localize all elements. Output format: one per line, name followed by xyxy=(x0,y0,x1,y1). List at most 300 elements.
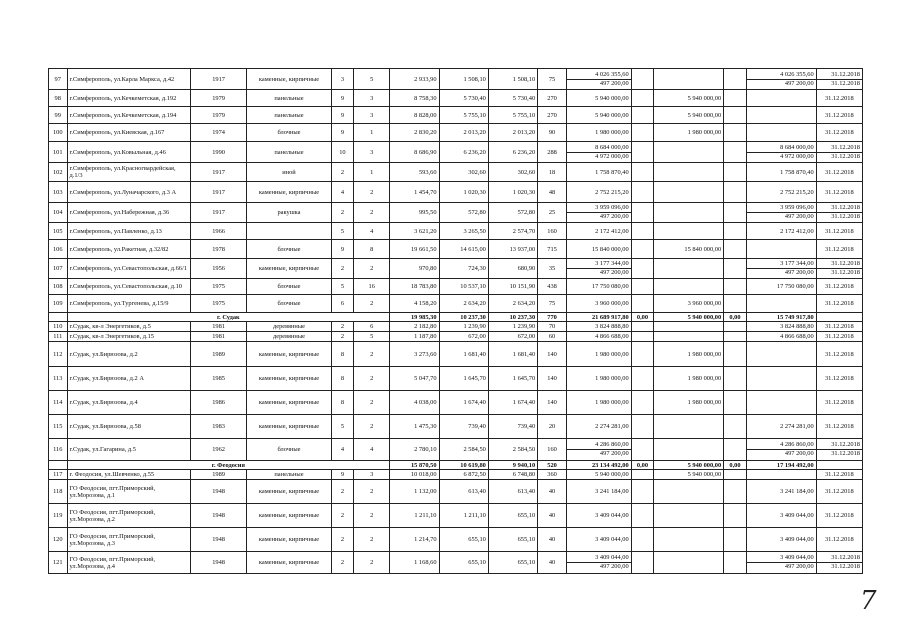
fund-cell: 5 940 000,00 xyxy=(654,313,724,322)
area-living-cell: 724,30 xyxy=(439,259,488,279)
entrances-cell: 2 xyxy=(354,367,390,391)
area-living-cell: 1 020,30 xyxy=(439,182,488,203)
deadline-cell xyxy=(816,552,862,574)
wall-material-cell: деревянные xyxy=(247,322,331,332)
fund-cell xyxy=(724,259,747,279)
deadline-cell: 31.12.2018 xyxy=(816,367,862,391)
fund-cell xyxy=(654,439,724,461)
fund-cell xyxy=(631,203,654,223)
cost-total-cell: 1 980 000,00 xyxy=(566,367,631,391)
address-cell: г.Судак, ул.Бирюзова, д.2 А xyxy=(67,367,190,391)
cost-total-cell: 4 866 688,00 xyxy=(566,332,631,342)
wall-material-cell: каменные, кирпичные xyxy=(247,342,331,367)
area-living-cell: 1 645,70 xyxy=(439,367,488,391)
year-cell: 1948 xyxy=(190,528,247,552)
fund-cell xyxy=(724,552,747,574)
deadline-cell: 31.12.2018 xyxy=(816,470,862,480)
area-living-cell: 672,00 xyxy=(439,332,488,342)
fund-cell xyxy=(631,279,654,295)
year-cell: 1986 xyxy=(190,391,247,415)
area-total-cell: 1 211,10 xyxy=(390,504,439,528)
area-living-cell: 2 013,20 xyxy=(439,124,488,142)
fund-cell: 15 840 000,00 xyxy=(654,240,724,259)
year-cell: 1917 xyxy=(190,203,247,223)
owner-funds-cell: 17 194 492,00 xyxy=(746,461,816,470)
owner-funds-cell-line: 497 200,00 xyxy=(747,268,816,277)
wall-material-cell: каменные, кирпичные xyxy=(247,415,331,439)
area-living-cell: 1 211,10 xyxy=(439,504,488,528)
wall-material-cell: каменные, кирпичные xyxy=(247,504,331,528)
floors-cell: 2 xyxy=(331,259,354,279)
area-total-cell: 4 038,00 xyxy=(390,391,439,415)
floors-cell: 8 xyxy=(331,391,354,415)
fund-cell xyxy=(724,528,747,552)
fund-cell xyxy=(631,240,654,259)
cost-total-cell-line: 4 286 860,00 xyxy=(595,441,629,448)
area-residential-cell: 9 940,10 xyxy=(488,461,537,470)
deadline-cell-line: 31.12.2018 xyxy=(817,268,862,277)
residents-cell: 75 xyxy=(538,69,567,90)
residents-cell: 40 xyxy=(538,480,567,504)
area-residential-cell: 680,90 xyxy=(488,259,537,279)
deadline-cell-line: 31.12.2018 xyxy=(831,143,860,151)
wall-material-cell: ракушка xyxy=(247,203,331,223)
table-row xyxy=(49,342,863,367)
area-residential-cell: 1 681,40 xyxy=(488,342,537,367)
wall-material-cell: панельные xyxy=(247,90,331,107)
area-total-cell: 1 454,70 xyxy=(390,182,439,203)
year-cell: 1975 xyxy=(190,295,247,313)
floors-cell: 2 xyxy=(331,480,354,504)
area-living-cell: 655,10 xyxy=(439,528,488,552)
area-residential-cell: 1 508,10 xyxy=(488,69,537,90)
cost-total-cell: 17 750 080,00 xyxy=(566,279,631,295)
fund-cell xyxy=(631,415,654,439)
cost-total-cell xyxy=(566,259,631,279)
residents-cell: 270 xyxy=(538,90,567,107)
deadline-cell-line: 31.12.2018 xyxy=(831,204,860,211)
year-cell: 1981 xyxy=(190,322,247,332)
address-cell: г.Симферополь, ул.Кечкеметская, д.194 xyxy=(67,107,190,124)
cost-total-cell xyxy=(566,552,631,574)
area-total-cell: 1 214,70 xyxy=(390,528,439,552)
fund-cell xyxy=(724,332,747,342)
owner-funds-cell xyxy=(746,124,816,142)
address-cell: г.Симферополь, ул.Ракетная, д.32/82 xyxy=(67,240,190,259)
row-number-cell: 116 xyxy=(49,439,68,461)
fund-cell xyxy=(631,480,654,504)
entrances-cell: 3 xyxy=(354,90,390,107)
year-cell: 1979 xyxy=(190,107,247,124)
area-residential-cell: 2 013,20 xyxy=(488,124,537,142)
area-residential-cell: 1 674,40 xyxy=(488,391,537,415)
owner-funds-cell: 3 409 044,00 xyxy=(746,504,816,528)
cost-total-cell: 1 980 000,00 xyxy=(566,391,631,415)
owner-funds-cell xyxy=(746,342,816,367)
deadline-cell-line: 31.12.2018 xyxy=(817,562,862,571)
area-residential-cell: 2 584,50 xyxy=(488,439,537,461)
area-total-cell: 2 780,10 xyxy=(390,439,439,461)
entrances-cell: 2 xyxy=(354,528,390,552)
cost-total-cell: 5 940 000,00 xyxy=(566,470,631,480)
row-number-cell: 111 xyxy=(49,332,68,342)
cost-total-cell-line: 4 026 355,60 xyxy=(595,70,629,78)
owner-funds-cell-line: 4 026 355,60 xyxy=(780,70,814,78)
year-cell: 1974 xyxy=(190,124,247,142)
cost-total-cell: 3 960 000,00 xyxy=(566,295,631,313)
fund-cell xyxy=(631,504,654,528)
owner-funds-cell xyxy=(746,90,816,107)
area-total-cell: 3 621,20 xyxy=(390,223,439,240)
cost-total-cell-line: 8 684 000,00 xyxy=(595,143,629,151)
year-cell: 1981 xyxy=(190,332,247,342)
fund-cell xyxy=(631,142,654,163)
address-cell: г.Симферополь, ул.Севастопольская, д.66/1 xyxy=(67,259,190,279)
year-cell: 1990 xyxy=(190,142,247,163)
fund-cell xyxy=(654,552,724,574)
entrances-cell: 5 xyxy=(354,332,390,342)
cost-total-cell-line: 497 200,00 xyxy=(567,212,631,221)
deadline-cell: 31.12.2018 xyxy=(816,504,862,528)
area-total-cell: 1 132,00 xyxy=(390,480,439,504)
area-total-cell: 995,50 xyxy=(390,203,439,223)
residents-cell: 35 xyxy=(538,259,567,279)
wall-material-cell: блочные xyxy=(247,439,331,461)
floors-cell: 8 xyxy=(331,342,354,367)
floors-cell: 2 xyxy=(331,322,354,332)
area-living-cell: 5 730,40 xyxy=(439,90,488,107)
residents-cell: 18 xyxy=(538,163,567,182)
deadline-cell xyxy=(816,203,862,223)
deadline-cell: 31.12.2018 xyxy=(816,182,862,203)
area-residential-cell: 2 634,20 xyxy=(488,295,537,313)
area-residential-cell: 5 755,10 xyxy=(488,107,537,124)
area-residential-cell: 6 748,80 xyxy=(488,470,537,480)
entrances-cell: 2 xyxy=(354,342,390,367)
owner-funds-cell xyxy=(746,367,816,391)
subtotal-row xyxy=(49,313,863,322)
table-row xyxy=(49,332,863,342)
fund-cell xyxy=(654,415,724,439)
deadline-cell: 31.12.2018 xyxy=(816,480,862,504)
fund-cell xyxy=(724,124,747,142)
fund-cell xyxy=(724,240,747,259)
area-total-cell: 8 828,00 xyxy=(390,107,439,124)
address-cell: г.Симферополь, ул.Красногвардейская, д.1/3 xyxy=(67,163,190,182)
entrances-cell: 2 xyxy=(354,391,390,415)
address-cell: г.Судак, ул.Бирюзова, д.58 xyxy=(67,415,190,439)
area-total-cell: 19 985,30 xyxy=(390,313,439,322)
area-residential-cell: 655,10 xyxy=(488,552,537,574)
area-residential-cell: 613,40 xyxy=(488,480,537,504)
area-living-cell: 6 236,20 xyxy=(439,142,488,163)
fund-cell: 5 940 000,00 xyxy=(654,461,724,470)
row-number-cell: 110 xyxy=(49,322,68,332)
fund-cell xyxy=(724,163,747,182)
row-number-cell: 103 xyxy=(49,182,68,203)
entrances-cell: 1 xyxy=(354,124,390,142)
table-row xyxy=(49,415,863,439)
table-row xyxy=(49,90,863,107)
floors-cell: 4 xyxy=(331,439,354,461)
wall-material-cell: блочные xyxy=(247,295,331,313)
residents-cell: 60 xyxy=(538,332,567,342)
year-cell: 1962 xyxy=(190,439,247,461)
cost-total-cell: 5 940 000,00 xyxy=(566,90,631,107)
residents-cell: 140 xyxy=(538,342,567,367)
owner-funds-cell-line: 3 959 096,00 xyxy=(780,204,814,211)
entrances-cell: 4 xyxy=(354,223,390,240)
year-cell: 1948 xyxy=(190,480,247,504)
repair-program-table xyxy=(48,68,863,574)
row-number-cell: 102 xyxy=(49,163,68,182)
wall-material-cell: каменные, кирпичные xyxy=(247,391,331,415)
cost-total-cell: 2 752 215,20 xyxy=(566,182,631,203)
area-residential-cell: 10 151,90 xyxy=(488,279,537,295)
address-cell: г.Симферополь, ул.Тургенева, д.15/9 xyxy=(67,295,190,313)
entrances-cell: 4 xyxy=(354,439,390,461)
entrances-cell: 3 xyxy=(354,470,390,480)
fund-cell xyxy=(631,342,654,367)
entrances-cell: 8 xyxy=(354,240,390,259)
residents-cell: 40 xyxy=(538,552,567,574)
deadline-cell-line: 31.12.2018 xyxy=(831,554,860,561)
owner-funds-cell: 17 750 080,00 xyxy=(746,279,816,295)
entrances-cell: 2 xyxy=(354,415,390,439)
residents-cell: 20 xyxy=(538,415,567,439)
wall-material-cell: каменные, кирпичные xyxy=(247,528,331,552)
fund-cell xyxy=(631,528,654,552)
cost-total-cell-line: 3 409 044,00 xyxy=(595,554,629,561)
area-living-cell: 5 755,10 xyxy=(439,107,488,124)
address-cell: г.Симферополь, ул.Киевская, д.167 xyxy=(67,124,190,142)
area-total-cell: 1 475,30 xyxy=(390,415,439,439)
cost-total-cell xyxy=(566,203,631,223)
fund-cell xyxy=(724,322,747,332)
wall-material-cell: каменные, кирпичные xyxy=(247,182,331,203)
year-cell: 1985 xyxy=(190,367,247,391)
table-row xyxy=(49,439,863,461)
wall-material-cell: панельные xyxy=(247,107,331,124)
deadline-cell xyxy=(816,439,862,461)
row-number-cell: 98 xyxy=(49,90,68,107)
fund-cell xyxy=(631,90,654,107)
owner-funds-cell-line: 4 972 000,00 xyxy=(747,152,816,161)
owner-funds-cell xyxy=(746,142,816,163)
deadline-cell-line: 31.12.2018 xyxy=(817,449,862,458)
row-number-cell: 97 xyxy=(49,69,68,90)
fund-cell xyxy=(631,295,654,313)
table-row xyxy=(49,552,863,574)
row-number-cell: 99 xyxy=(49,107,68,124)
area-living-cell: 2 634,20 xyxy=(439,295,488,313)
cost-total-cell: 21 689 917,80 xyxy=(566,313,631,322)
address-cell: г.Судак, ул.Гагарина, д.5 xyxy=(67,439,190,461)
fund-cell xyxy=(654,322,724,332)
area-residential-cell: 13 937,00 xyxy=(488,240,537,259)
fund-cell xyxy=(631,107,654,124)
entrances-cell: 2 xyxy=(354,182,390,203)
area-residential-cell: 5 730,40 xyxy=(488,90,537,107)
area-living-cell: 739,40 xyxy=(439,415,488,439)
entrances-cell: 3 xyxy=(354,107,390,124)
owner-funds-cell xyxy=(746,203,816,223)
area-total-cell: 10 018,00 xyxy=(390,470,439,480)
area-total-cell: 593,60 xyxy=(390,163,439,182)
floors-cell: 2 xyxy=(331,203,354,223)
fund-cell xyxy=(631,367,654,391)
owner-funds-cell xyxy=(746,259,816,279)
floors-cell: 4 xyxy=(331,182,354,203)
cost-total-cell: 3 241 184,00 xyxy=(566,480,631,504)
area-living-cell: 14 615,00 xyxy=(439,240,488,259)
floors-cell: 2 xyxy=(331,504,354,528)
fund-cell xyxy=(724,142,747,163)
area-living-cell: 10 237,30 xyxy=(439,313,488,322)
area-living-cell: 10 619,80 xyxy=(439,461,488,470)
owner-funds-cell xyxy=(746,391,816,415)
area-total-cell: 8 686,90 xyxy=(390,142,439,163)
table-row xyxy=(49,240,863,259)
wall-material-cell: каменные, кирпичные xyxy=(247,69,331,90)
table-row xyxy=(49,182,863,203)
address-cell: г.Судак, кв-л Энергетиков, д.15 xyxy=(67,332,190,342)
entrances-cell: 2 xyxy=(354,504,390,528)
area-living-cell: 1 508,10 xyxy=(439,69,488,90)
table-row xyxy=(49,470,863,480)
address-cell: ГО Феодосия, пгт.Приморский, ул.Морозова, д.2 xyxy=(67,504,190,528)
deadline-cell xyxy=(816,259,862,279)
fund-cell xyxy=(654,259,724,279)
deadline-cell-line: 31.12.2018 xyxy=(831,441,860,448)
cost-total-cell: 23 134 492,00 xyxy=(566,461,631,470)
address-cell: ГО Феодосия, пгт.Приморский, ул.Морозова, д.1 xyxy=(67,480,190,504)
table-row xyxy=(49,223,863,240)
year-cell: 1948 xyxy=(190,504,247,528)
floors-cell: 9 xyxy=(331,124,354,142)
floors-cell: 3 xyxy=(331,69,354,90)
fund-cell xyxy=(724,182,747,203)
fund-cell xyxy=(654,279,724,295)
address-cell: г.Симферополь, ул.Луначарского, д.3 А xyxy=(67,182,190,203)
area-total-cell: 3 273,60 xyxy=(390,342,439,367)
table-row xyxy=(49,322,863,332)
area-living-cell: 6 872,50 xyxy=(439,470,488,480)
fund-cell xyxy=(724,391,747,415)
fund-cell: 5 940 000,00 xyxy=(654,107,724,124)
cost-total-cell: 1 758 870,40 xyxy=(566,163,631,182)
wall-material-cell: иной xyxy=(247,163,331,182)
owner-funds-cell-line: 4 286 860,00 xyxy=(780,441,814,448)
row-number-cell: 112 xyxy=(49,342,68,367)
area-total-cell: 2 182,80 xyxy=(390,322,439,332)
owner-funds-cell: 2 274 281,00 xyxy=(746,415,816,439)
table-row xyxy=(49,107,863,124)
cost-total-cell: 1 980 000,00 xyxy=(566,342,631,367)
area-residential-cell: 655,10 xyxy=(488,504,537,528)
row-number-cell: 107 xyxy=(49,259,68,279)
fund-cell xyxy=(724,439,747,461)
residents-cell: 715 xyxy=(538,240,567,259)
deadline-cell: 31.12.2018 xyxy=(816,391,862,415)
owner-funds-cell: 3 824 888,80 xyxy=(746,322,816,332)
wall-material-cell: панельные xyxy=(247,470,331,480)
year-cell: 1979 xyxy=(190,90,247,107)
fund-cell: 1 980 000,00 xyxy=(654,391,724,415)
residents-cell: 288 xyxy=(538,142,567,163)
address-cell: г.Судак, кв-л Энергетиков, д.5 xyxy=(67,322,190,332)
wall-material-cell: каменные, кирпичные xyxy=(247,367,331,391)
row-number-cell: 118 xyxy=(49,480,68,504)
cost-total-cell xyxy=(566,439,631,461)
fund-cell: 5 940 000,00 xyxy=(654,90,724,107)
deadline-cell: 31.12.2018 xyxy=(816,279,862,295)
owner-funds-cell-line: 497 200,00 xyxy=(747,212,816,221)
fund-cell xyxy=(724,480,747,504)
year-cell: 1948 xyxy=(190,552,247,574)
cost-total-cell-line: 497 200,00 xyxy=(567,79,631,88)
fund-cell xyxy=(631,552,654,574)
cost-total-cell: 2 274 281,00 xyxy=(566,415,631,439)
area-residential-cell: 655,10 xyxy=(488,528,537,552)
fund-cell xyxy=(724,203,747,223)
deadline-cell: 31.12.2018 xyxy=(816,124,862,142)
floors-cell: 10 xyxy=(331,142,354,163)
floors-cell: 9 xyxy=(331,240,354,259)
deadline-cell: 31.12.2018 xyxy=(816,322,862,332)
area-total-cell: 1 187,80 xyxy=(390,332,439,342)
table-row xyxy=(49,295,863,313)
area-living-cell: 655,10 xyxy=(439,552,488,574)
residents-cell: 40 xyxy=(538,528,567,552)
address-cell: г. Феодосия, ул.Шевченко, д.55 xyxy=(67,470,190,480)
area-total-cell: 2 933,90 xyxy=(390,69,439,90)
residents-cell: 140 xyxy=(538,367,567,391)
cost-total-cell-line: 4 972 000,00 xyxy=(567,152,631,161)
fund-cell: 0,00 xyxy=(724,461,747,470)
area-total-cell: 4 158,20 xyxy=(390,295,439,313)
subtotal-row xyxy=(49,461,863,470)
table-row xyxy=(49,279,863,295)
row-number-cell: 114 xyxy=(49,391,68,415)
fund-cell xyxy=(631,223,654,240)
owner-funds-cell-line: 8 684 000,00 xyxy=(780,143,814,151)
fund-cell: 3 960 000,00 xyxy=(654,295,724,313)
wall-material-cell: панельные xyxy=(247,142,331,163)
row-number-cell: 119 xyxy=(49,504,68,528)
floors-cell: 2 xyxy=(331,163,354,182)
deadline-cell: 31.12.2018 xyxy=(816,342,862,367)
address-cell: ГО Феодосия, пгт.Приморский, ул.Морозова, д.3 xyxy=(67,528,190,552)
floors-cell: 5 xyxy=(331,223,354,240)
area-total-cell: 970,80 xyxy=(390,259,439,279)
area-residential-cell: 1 239,90 xyxy=(488,322,537,332)
wall-material-cell xyxy=(247,223,331,240)
residents-cell: 160 xyxy=(538,439,567,461)
wall-material-cell: блочные xyxy=(247,124,331,142)
fund-cell xyxy=(724,223,747,240)
floors-cell: 6 xyxy=(331,295,354,313)
owner-funds-cell xyxy=(746,240,816,259)
fund-cell xyxy=(631,470,654,480)
fund-cell xyxy=(724,367,747,391)
residents-cell: 140 xyxy=(538,391,567,415)
table-row xyxy=(49,124,863,142)
deadline-cell: 31.12.2018 xyxy=(816,107,862,124)
fund-cell: 0,00 xyxy=(631,461,654,470)
row-number-cell: 108 xyxy=(49,279,68,295)
entrances-cell: 1 xyxy=(354,163,390,182)
